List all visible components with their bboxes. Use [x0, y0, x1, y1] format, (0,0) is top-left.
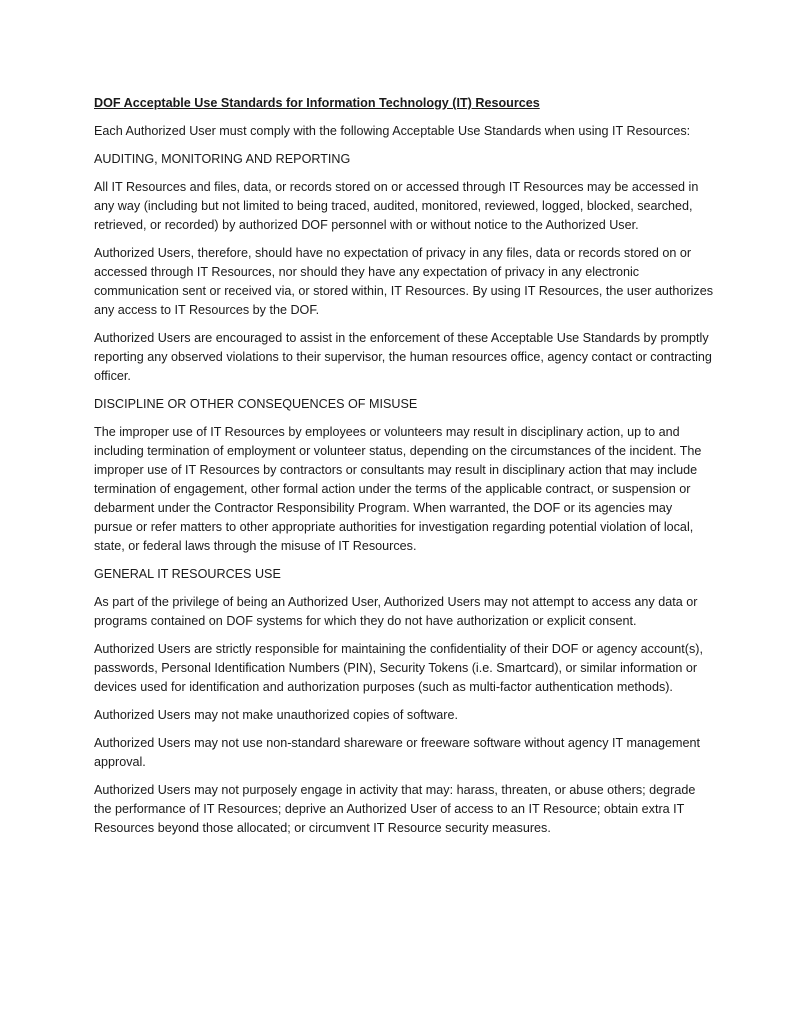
paragraph: As part of the privilege of being an Authorized User, Authorized Users may not attempt to access any data or programs contained on DOF systems for which they do not have authorization or explicit consent.	[94, 595, 698, 628]
paragraph: Authorized Users may not use non-standard shareware or freeware software without agency IT management approval.	[94, 736, 700, 769]
document-page	[94, 94, 714, 847]
section-heading-discipline: DISCIPLINE OR OTHER CONSEQUENCES OF MISUSE	[94, 397, 418, 411]
paragraph: Authorized Users may not purposely engage in activity that may: harass, threaten, or abuse others; degrade the performance of IT Resources; deprive an Authorized User of access to an IT Resource; obtain extra IT Resources beyond those allocated; or circumvent IT Resource security measures.	[94, 783, 696, 835]
intro-paragraph: Each Authorized User must comply with the following Acceptable Use Standards when using IT Resources:	[94, 124, 691, 138]
document-title: DOF Acceptable Use Standards for Information Technology (IT) Resources	[94, 96, 540, 110]
paragraph: Authorized Users, therefore, should have no expectation of privacy in any files, data or records stored on or accessed through IT Resources, nor should they have any expectation of privacy in any electronic communication sent or received via, or stored within, IT Resources. By using IT Resources, the user authorizes any access to IT Resources by the DOF.	[94, 246, 714, 317]
paragraph: Authorized Users are encouraged to assist in the enforcement of these Acceptable Use Standards by promptly reporting any observed violations to their supervisor, the human resources office, agency contact or contracting officer.	[94, 331, 712, 383]
paragraph: Authorized Users are strictly responsible for maintaining the confidentiality of their DOF or agency account(s), passwords, Personal Identification Numbers (PIN), Security Tokens (i.e. Smartcard), or similar information or devices used for identification and authorization purposes (such as multi-factor authentication methods).	[94, 642, 703, 694]
paragraph: The improper use of IT Resources by employees or volunteers may result in disciplinary action, up to and including termination of employment or volunteer status, depending on the circumstances of the incident. The improper use of IT Resources by contractors or consultants may result in disciplinary action that may include termination of engagement, other formal action under the terms of the applicable contract, or suspension or debarment under the Contractor Responsibility Program. When warranted, the DOF or its agencies may pursue or refer matters to other appropriate authorities for investigation regarding potential violation of local, state, or federal laws through the misuse of IT Resources.	[94, 425, 702, 553]
section-heading-auditing: AUDITING, MONITORING AND REPORTING	[94, 152, 351, 166]
paragraph: Authorized Users may not make unauthorized copies of software.	[94, 708, 459, 722]
paragraph: All IT Resources and files, data, or records stored on or accessed through IT Resources may be accessed in any way (including but not limited to being traced, audited, monitored, reviewed, logged, blocked, searched, retrieved, or recorded) by authorized DOF personnel with or without notice to the Authorized User.	[94, 180, 699, 232]
section-heading-general-use: GENERAL IT RESOURCES USE	[94, 567, 281, 581]
